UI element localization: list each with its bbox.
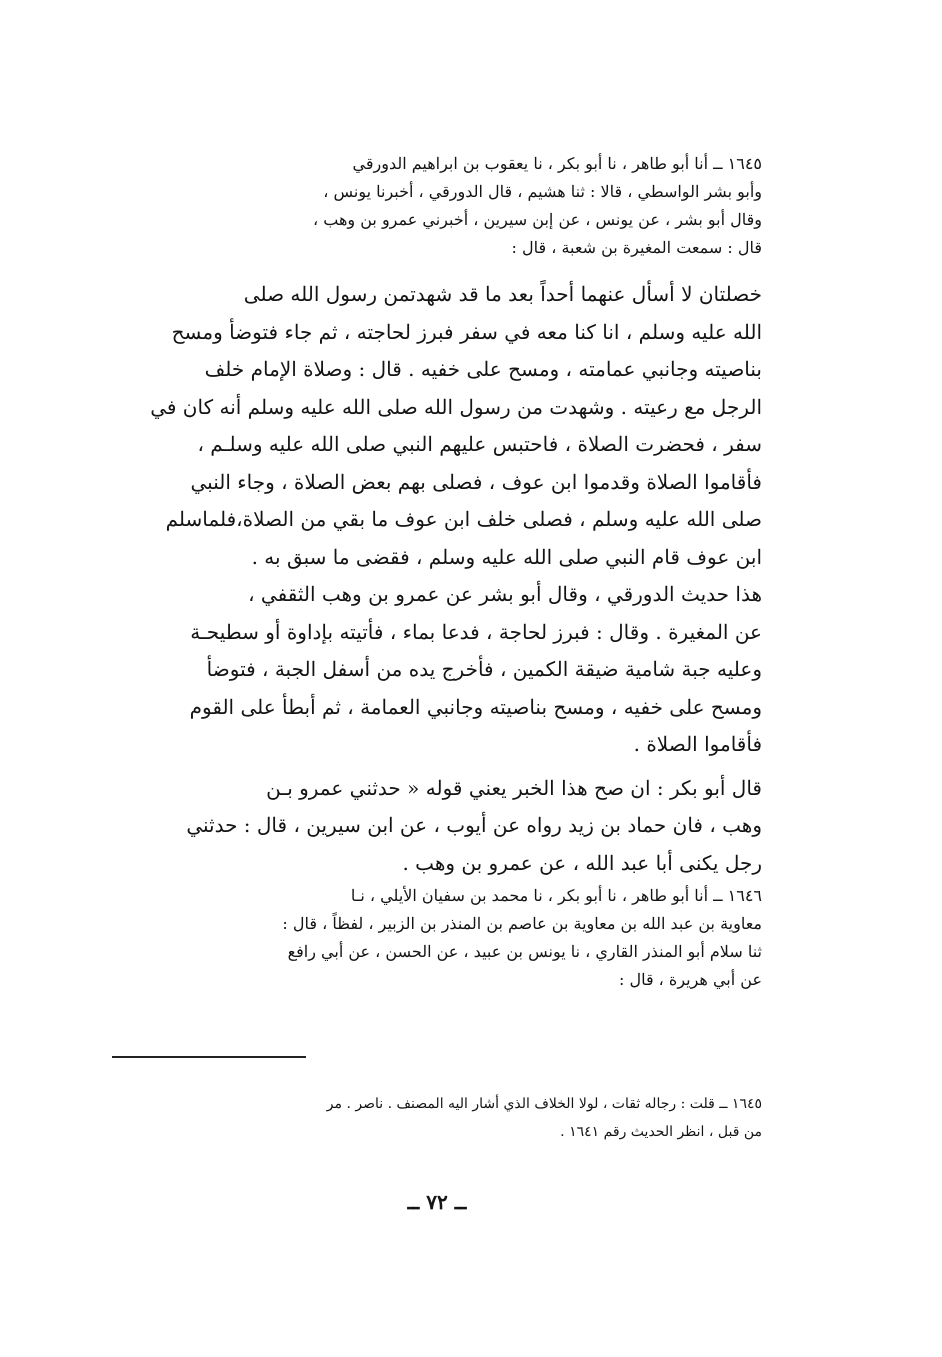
- text-line: بناصيته وجانبي عمامته ، ومسح على خفيه . قال : وصلاة الإمام خلف: [204, 357, 762, 381]
- hadith-1645-variant: [112, 576, 762, 764]
- hadith-1646-isnad: [112, 882, 762, 994]
- text-line: قال أبو بكر : ان صح هذا الخبر يعني قوله « حدثني عمرو بـن: [266, 775, 762, 800]
- author-comment: [112, 770, 762, 883]
- text-line: الرجل مع رعيته . وشهدت من رسول الله صلى الله عليه وسلم أنه كان في: [150, 394, 762, 419]
- hadith-1645-matn: [112, 276, 762, 576]
- text-line: فأقاموا الصلاة وقدموا ابن عوف ، فصلى بهم بعض الصلاة ، وجاء النبي: [190, 469, 762, 494]
- text-line: ١٦٤٦ ــ أنا أبو طاهر ، نا أبو بكر ، نا محمد بن سفيان الأيلي ، نـا: [350, 886, 762, 905]
- text-line: عن المغيرة . وقال : فبرز لحاجة ، فدعا بماء ، فأتيته بإداوة أو سطيحـة: [190, 619, 762, 644]
- text-line: ثنا سلام أبو المنذر القاري ، نا يونس بن عبيد ، عن الحسن ، عن أبي رافع: [287, 942, 762, 961]
- text-line: خصلتان لا أسأل عنهما أحداً بعد ما قد شهدتمن رسول الله صلى: [243, 282, 762, 306]
- footnote-line: من قبل ، انظر الحديث رقم ١٦٤١ .: [560, 1124, 762, 1140]
- hadith-1645-isnad: [112, 150, 762, 262]
- text-line: ١٦٤٥ ــ أنا أبو طاهر ، نا أبو بكر ، نا يعقوب بن ابراهيم الدورقي: [352, 154, 762, 173]
- text-line: وعليه جبة شامية ضيقة الكمين ، فأخرج يده من أسفل الجبة ، فتوضأ: [206, 657, 762, 681]
- text-line: عن أبي هريرة ، قال :: [618, 970, 762, 989]
- text-line: قال : سمعت المغيرة بن شعبة ، قال :: [511, 238, 762, 257]
- text-line: رجل يكنى أبا عبد الله ، عن عمرو بن وهب .: [402, 850, 762, 875]
- text-line: وأبو بشر الواسطي ، قالا : ثنا هشيم ، قال الدورقي ، أخبرنا يونس ،: [323, 182, 762, 201]
- text-line: الله عليه وسلم ، انا كنا معه في سفر فبرز لحاجته ، ثم جاء فتوضأ ومسح: [171, 319, 762, 344]
- text-line: ابن عوف قام النبي صلى الله عليه وسلم ، فقضى ما سبق به .: [251, 544, 762, 569]
- text-line: هذا حديث الدورقي ، وقال أبو بشر عن عمرو بن وهب الثقفي ،: [248, 582, 762, 606]
- text-line: فأقاموا الصلاة .: [633, 732, 762, 756]
- text-line: صلى الله عليه وسلم ، فصلى خلف ابن عوف ما بقي من الصلاة،فلماسلم: [165, 507, 762, 531]
- footnote-line: ١٦٤٥ ــ قلت : رجاله ثقات ، لولا الخلاف الذي أشار اليه المصنف . ناصر . مر: [326, 1096, 762, 1112]
- text-line: وهب ، فان حماد بن زيد رواه عن أيوب ، عن ابن سيرين ، قال : حدثني: [186, 813, 762, 837]
- text-line: سفر ، فحضرت الصلاة ، فاحتبس عليهم النبي صلى الله عليه وسلـم ،: [197, 432, 762, 456]
- footnote: [112, 1090, 762, 1146]
- footnote-divider: [112, 1056, 306, 1058]
- text-line: ومسح على خفيه ، ومسح بناصيته وجانبي العمامة ، ثم أبطأ على القوم: [189, 694, 762, 719]
- text-line: معاوية بن عبد الله بن معاوية بن عاصم بن المنذر بن الزبير ، لفظاً ، قال :: [282, 914, 762, 933]
- page-number: ــ ٧٢ ــ: [407, 1190, 467, 1214]
- page-body: [112, 150, 762, 1214]
- text-line: وقال أبو بشر ، عن يونس ، عن إبن سيرين ، أخبرني عمرو بن وهب ،: [313, 210, 762, 229]
